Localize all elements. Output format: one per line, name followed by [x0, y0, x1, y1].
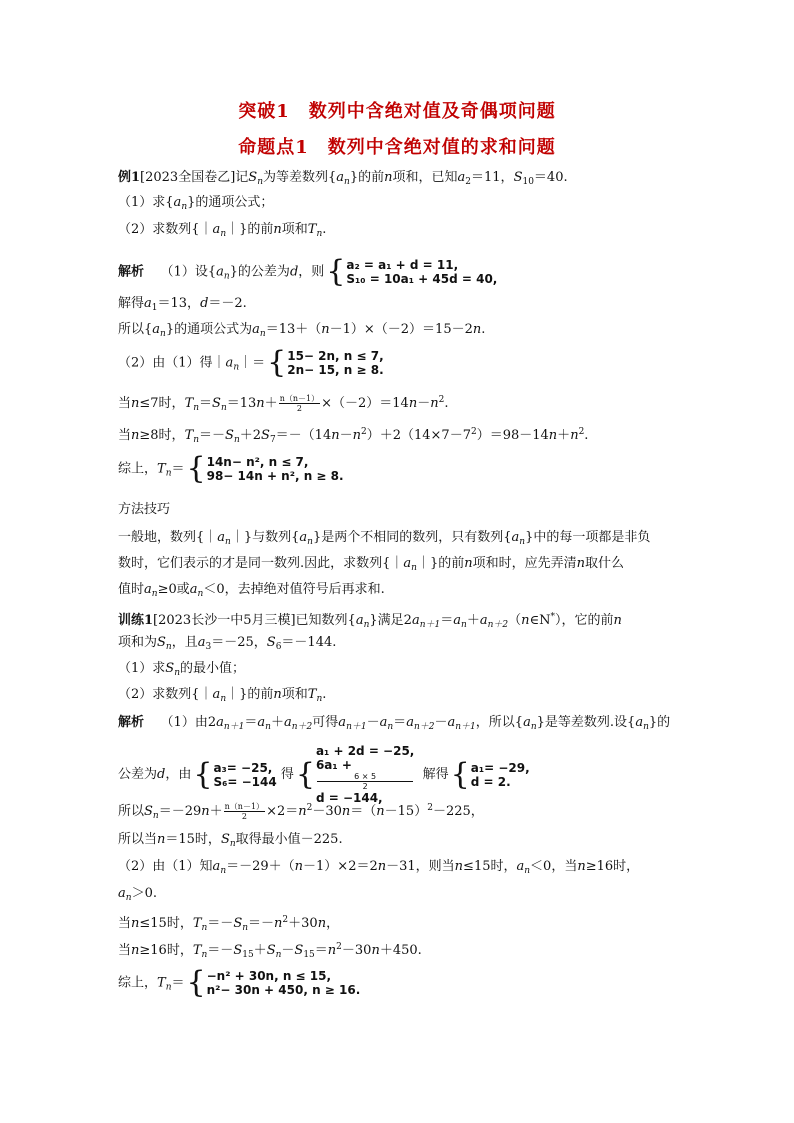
train1-part2-line1: （2）由（1）知$a_n=-29+(n-1)\times 2=2n-31$，则当n≤15时，$a_n<0$，当n≥16时，	[118, 859, 640, 876]
train1-min-value: 所以当n＝15时，$S_n$取得最小值－225.	[118, 832, 343, 849]
train1-stem-line2: 项和为$S_n$，且$a_3=-25$，$S_6=-144$.	[118, 635, 337, 652]
train1-summary: 综上，$T_n=${ −n² + 30n, n ≤ 15, n²− 30n + 450, n ≥ 16.	[118, 965, 361, 1000]
train1-part2-line2: $a_n>0$.	[118, 886, 157, 903]
section-title: 突破1 数列中含绝对值及奇偶项问题	[238, 101, 556, 122]
train1-case-large-n: 当n≥16时，$T_n=-S_{15}+S_n-S_{15}=n^2-30n+450$.	[118, 942, 422, 960]
example1-stem: 例1[2023全国卷乙]记$S_n$为等差数列$\{a_n\}$的前n项和，已知$a_2=11$，$S_{10}=40$.	[118, 170, 568, 187]
method-paragraph-line1: 一般地，数列$\{|a_n|\}$与数列$\{a_n\}$是两个不相同的数列，只有数列$\{a_n\}$中的每一项都是非负	[118, 530, 651, 547]
train1-sn-formula: 所以$S_n=-29n+$ $\frac{n(n-1)}{2}$ $\times 2=n^2-30n=(n-15)^2-225$，	[118, 802, 484, 821]
train1-solution-line1: 解析 （1）由$2a_{n+1}=a_n+a_{n+2}$可得$a_{n+1}-a_n=a_{n+2}-a_{n+1}$，所以$\{a_n\}$是等差数列.设$\{a_n\}$的	[118, 715, 671, 732]
example1-general-term: 所以$\{a_n\}$的通项公式为$a_n=13+(n-1)\times(-2)=15-2n$.	[118, 322, 486, 339]
example1-summary: 综上，$T_n=${ 14n− n², n ≤ 7, 98− 14n + n², n ≥ 8.	[118, 451, 344, 486]
example1-solution-part1: 解析 （1）设$\{a_n\}$的公差为d，则{ a₂ = a₁ + d = 11, S₁₀ = 10a₁ + 45d = 40,	[118, 254, 498, 289]
example1-question2: （2）求数列$\{|a_n|\}$的前n项和$T_n$.	[118, 222, 327, 239]
method-heading: 方法技巧	[118, 502, 171, 517]
subsection-title: 命题点1 数列中含绝对值的求和问题	[238, 137, 556, 158]
example1-solved-values: 解得$a_1=13$，d＝－2.	[118, 296, 247, 313]
train1-solution-systems: 公差为d，由{ a₃= −25, S₆= −144 得{ a₁ + 2d = −25, 6a₁ + 6 × 5 2 d = −144, 解得{ a₁= −29, d = 2.	[118, 744, 530, 805]
train1-stem-line1: 训练1[2023长沙一中5月三模]已知数列$\{a_n\}$满足$2a_{n+1}=a_n+a_{n+2}(n\in N^*)$，它的前n	[118, 612, 622, 630]
example1-case-small-n: 当n≤7时，$T_n=S_n=13n+$ $\frac{n(n-1)}{2}$ $\times(-2)=14n-n^2$.	[118, 394, 449, 413]
example1-case-large-n: 当n≥8时，$T_n=-S_n+2S_7=-(14n-n^2)+2(14\times 7-7^2)=98-14n+n^2$.	[118, 427, 589, 445]
train1-case-small-n: 当n≤15时，$T_n=-S_n=-n^2+30n$，	[118, 915, 340, 933]
example1-abs-piecewise: （2）由（1）得$|a_n|=${ 15− 2n, n ≤ 7, 2n− 15, n ≥ 8.	[118, 345, 384, 380]
example1-question1: （1）求$\{a_n\}$的通项公式；	[118, 195, 274, 212]
method-paragraph-line3: 值时$a_n\ge 0$或$a_n<0$，去掉绝对值符号后再求和.	[118, 582, 385, 599]
train1-question2: （2）求数列$\{|a_n|\}$的前n项和$T_n$.	[118, 687, 327, 704]
train1-question1: （1）求$S_n$的最小值；	[118, 661, 245, 678]
method-paragraph-line2: 数时，它们表示的才是同一数列.因此，求数列$\{|a_n|\}$的前n项和时，应先弄清n取什么	[118, 556, 625, 573]
